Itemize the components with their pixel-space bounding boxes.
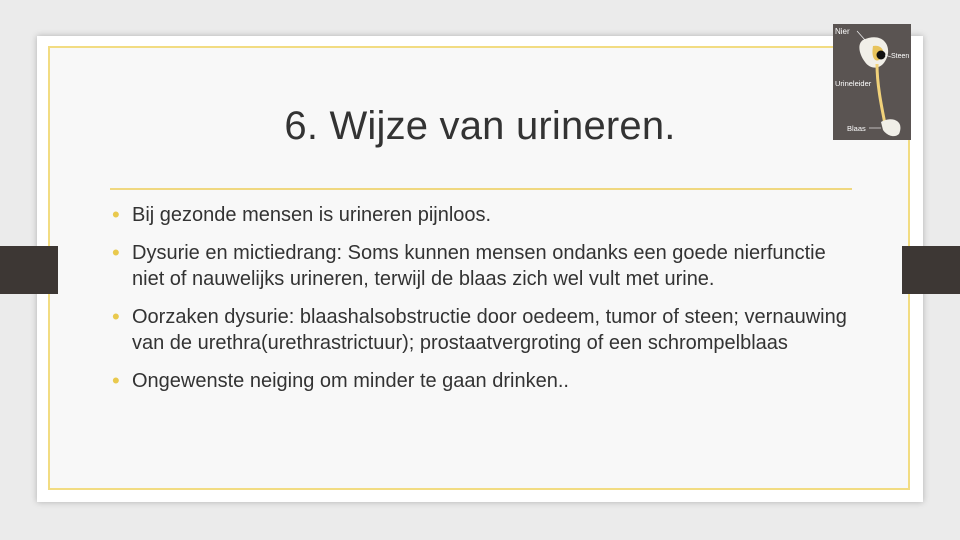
stone-label: Steen — [891, 53, 910, 60]
bladder-label: Blaas — [847, 124, 866, 133]
bullet-list — [110, 202, 855, 406]
ureter-label: Urineleider — [835, 79, 872, 88]
bullet-dot-icon: • — [112, 304, 120, 329]
bullet-item — [110, 304, 855, 356]
bullet-text: Ongewenste neiging om minder te gaan drinken.. — [132, 370, 569, 392]
bullet-item — [110, 368, 855, 394]
ureter-line — [877, 64, 885, 124]
bullet-text: Oorzaken dysurie: blaashalsobstructie door oedeem, tumor of steen; vernauwing van de urethra(urethrastrictuur); prostaatvergroting of een schrompelblaas — [132, 306, 847, 354]
title-divider — [110, 188, 852, 190]
bladder-shape — [881, 119, 900, 136]
urinary-tract-diagram — [833, 24, 911, 140]
bullet-dot-icon: • — [112, 368, 120, 393]
bullet-item — [110, 240, 855, 292]
kidney-label: Nier — [835, 27, 850, 36]
stone-icon — [877, 51, 886, 60]
right-side-tab — [902, 246, 960, 294]
bullet-dot-icon: • — [112, 202, 120, 227]
slide-title: 6. Wijze van urineren. — [284, 104, 676, 148]
bullet-dot-icon: • — [112, 240, 120, 265]
bullet-text: Bij gezonde mensen is urineren pijnloos. — [132, 204, 492, 226]
bullet-text: Dysurie en mictiedrang: Soms kunnen mensen ondanks een goede nierfunctie niet of nauwelijks urineren, terwijl de blaas zich wel vult met urine. — [132, 242, 826, 290]
urinary-tract-illustration — [833, 24, 911, 140]
bullet-item — [110, 202, 855, 228]
left-side-tab — [0, 246, 58, 294]
kidney-pointer — [857, 31, 865, 40]
